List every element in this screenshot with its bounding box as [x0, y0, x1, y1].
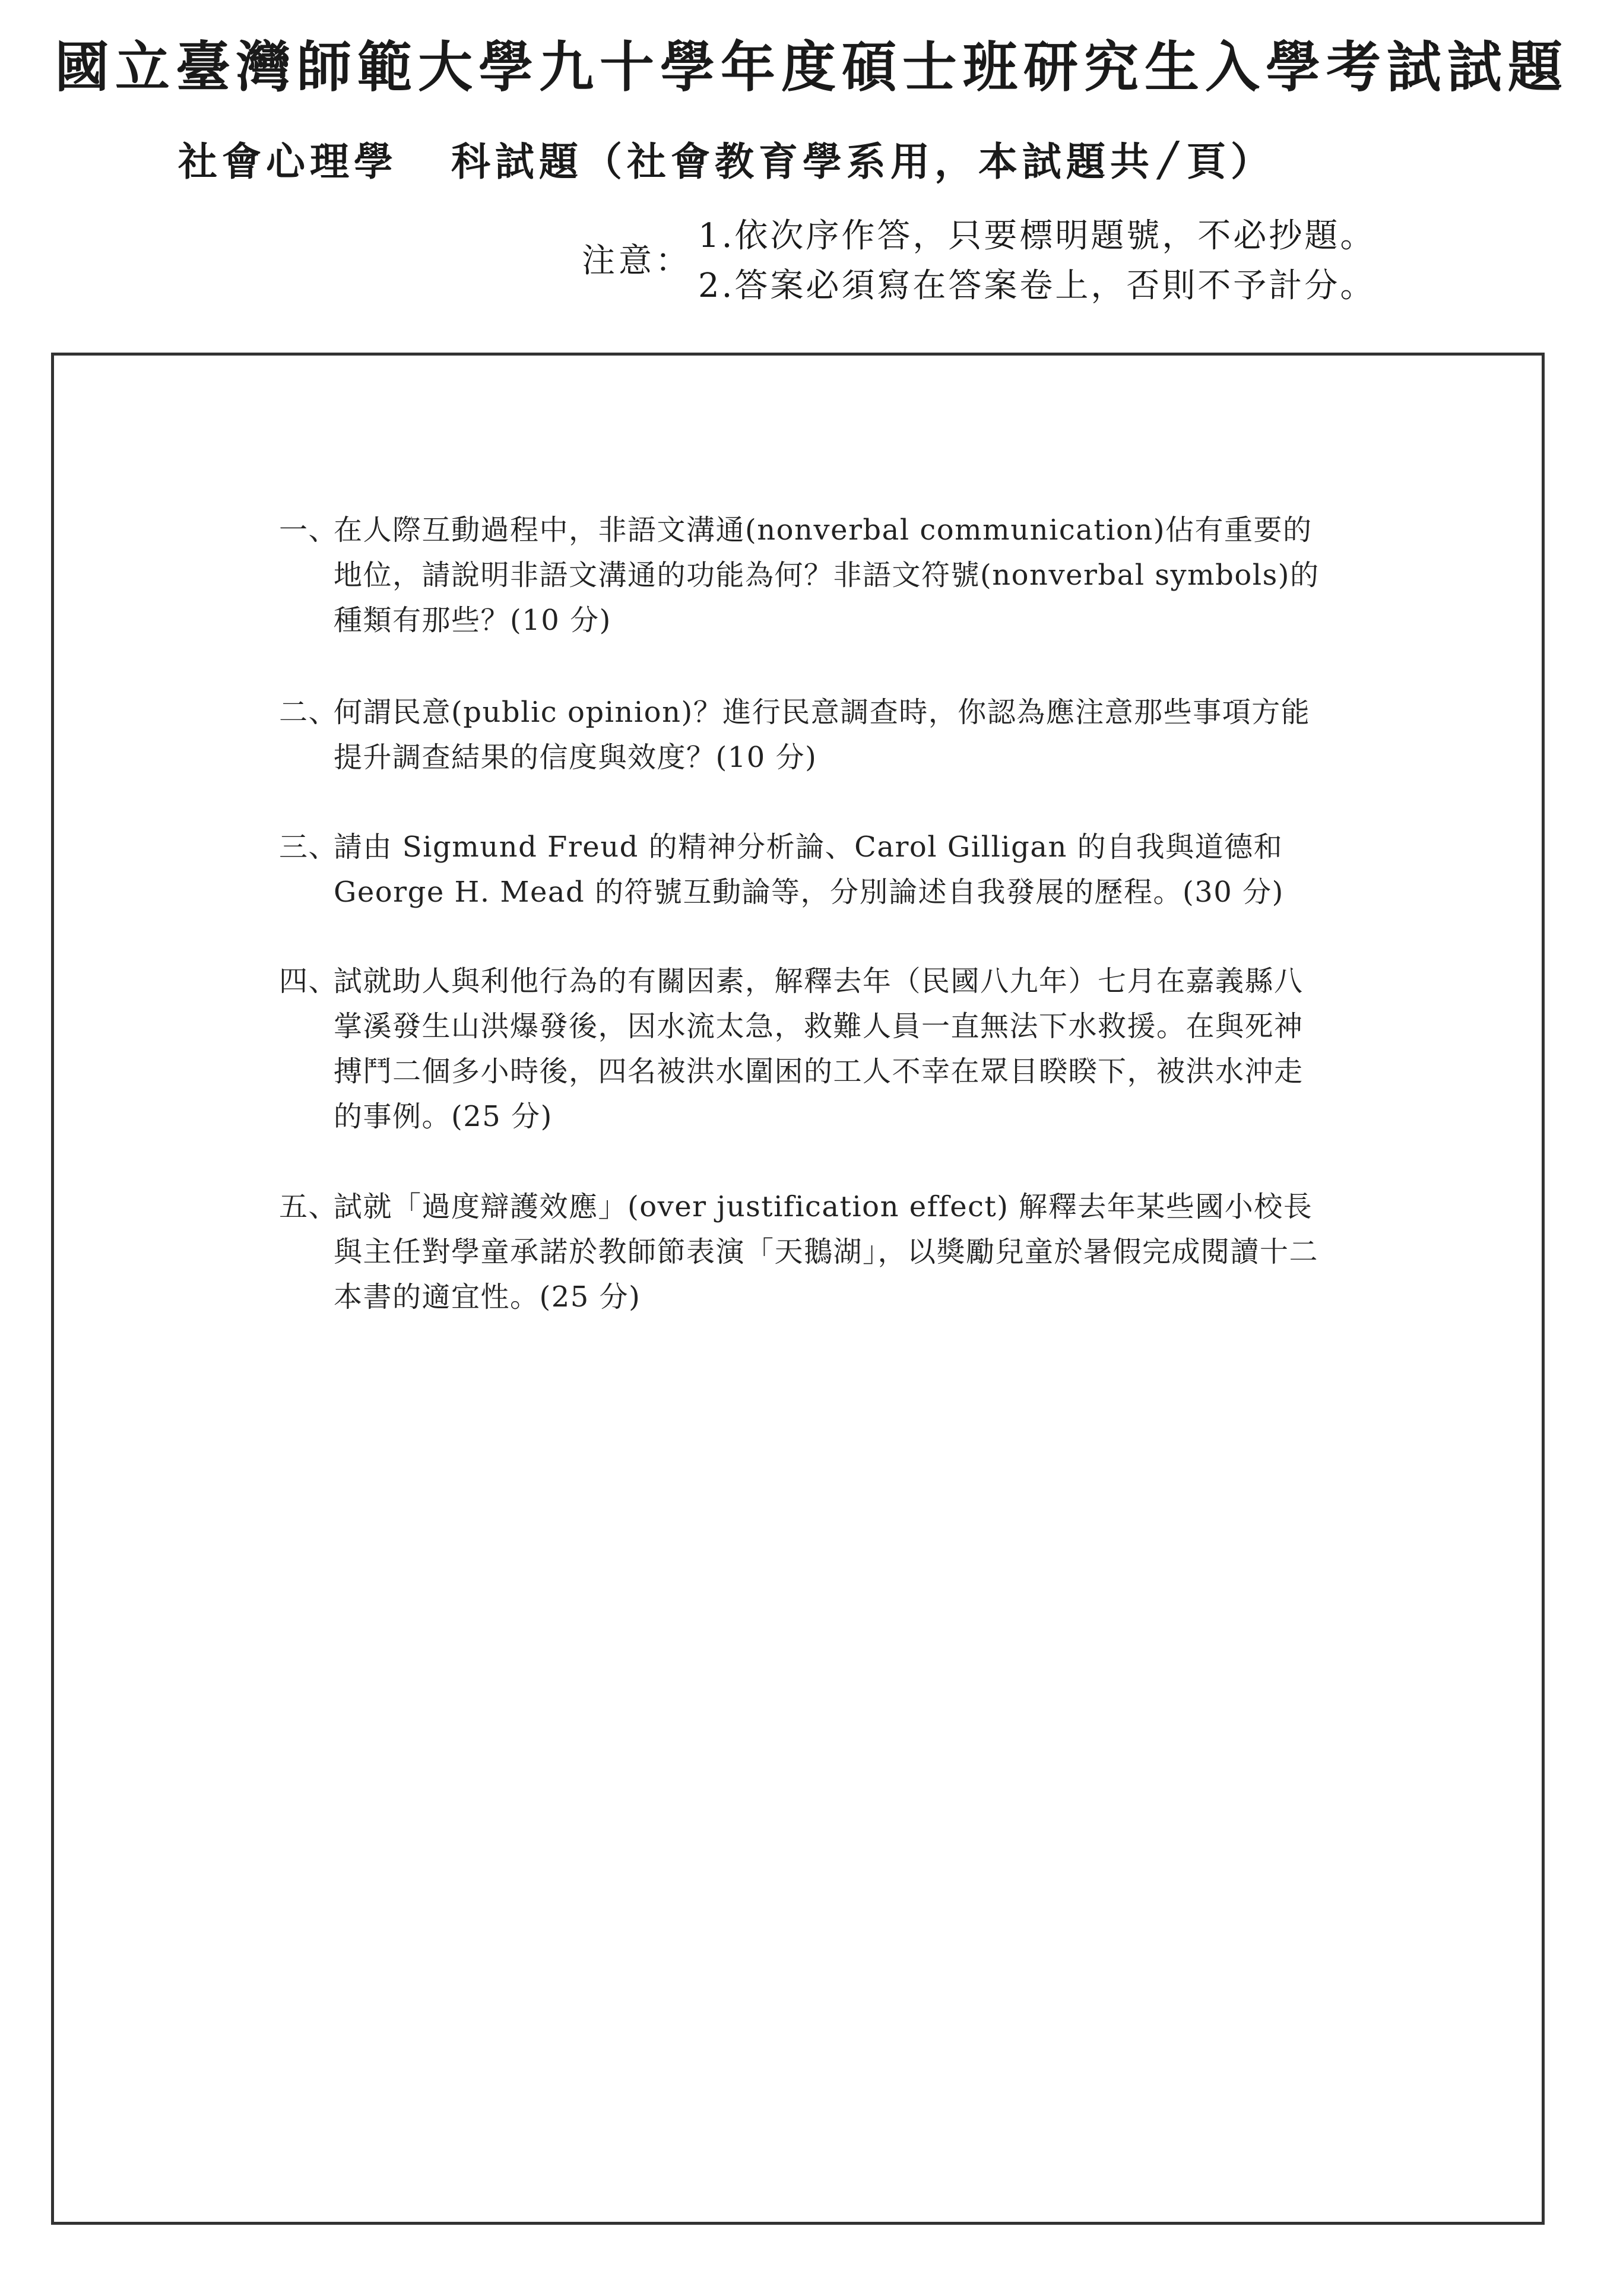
notice	[582, 211, 1375, 311]
exam-subtitle	[178, 129, 1275, 189]
question-5	[279, 1184, 1324, 1320]
question-number: 四、	[279, 965, 338, 998]
page-count: /	[1160, 131, 1181, 186]
question-text: 試就助人與利他行為的有關因素，解釋去年（民國八九年）七月在嘉義縣八掌溪發生山洪爆發後，因水流太急，救難人員一直無法下水救援。在與死神搏鬥二個多小時後，四名被洪水圍困的工人不幸在眾目睽睽下，被洪水沖走的事例。(25 分)	[334, 965, 1304, 1133]
subtitle-middle: 科試題（社會教育學系用，本試題共	[451, 138, 1154, 185]
notice-item: 1.依次序作答，只要標明題號，不必抄題。	[698, 217, 1376, 255]
question-number: 一、	[279, 513, 338, 547]
question-3	[279, 824, 1324, 915]
question-number: 五、	[279, 1190, 338, 1223]
subtitle-end: 頁）	[1186, 138, 1275, 185]
question-4	[279, 959, 1324, 1139]
question-number: 三、	[279, 830, 338, 864]
exam-title: 國立臺灣師範大學九十學年度碩士班研究生入學考試試題	[54, 35, 1568, 99]
question-text: 在人際互動過程中，非語文溝通(nonverbal communication)佔有重要的地位，請說明非語文溝通的功能為何？非語文符號(nonverbal symbols)的種類有那些？(10 分)	[334, 513, 1320, 637]
question-number: 二、	[279, 696, 338, 729]
question-text: 試就「過度辯護效應」(over justification effect) 解釋去年某些國小校長與主任對學童承諾於教師節表演「天鵝湖」，以獎勵兒童於暑假完成閱讀十二本書的適宜性。(25 分)	[334, 1190, 1319, 1314]
subject-name: 社會心理學	[178, 138, 398, 185]
question-text: 請由 Sigmund Freud 的精神分析論、Carol Gilligan 的自我與道德和 George H. Mead 的符號互動論等，分別論述自我發展的歷程。(30 分)	[334, 830, 1284, 909]
notice-items	[698, 211, 1375, 311]
notice-item: 2.答案必須寫在答案卷上，否則不予計分。	[698, 267, 1376, 305]
question-text: 何謂民意(public opinion)？進行民意調查時，你認為應注意那些事項方能提升調查結果的信度與效度？(10 分)	[334, 696, 1311, 774]
notice-label: 注意：	[582, 242, 692, 280]
question-1	[279, 508, 1324, 643]
question-2	[279, 690, 1324, 780]
